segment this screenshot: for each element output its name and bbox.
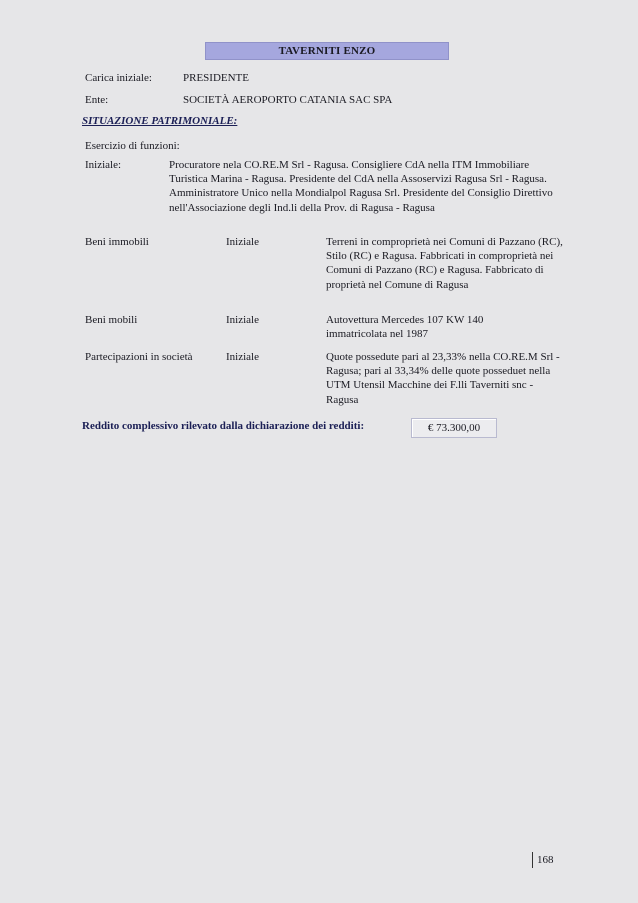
partecipazioni-category: Partecipazioni in società — [85, 351, 193, 363]
beni-immobili-category: Beni immobili — [85, 236, 149, 248]
esercizio-label: Esercizio di funzioni: — [85, 140, 180, 152]
reddito-amount-box: € 73.300,00 — [411, 418, 497, 438]
person-name-header: TAVERNITI ENZO — [205, 42, 449, 60]
iniziale-label: Iniziale: — [85, 159, 122, 171]
reddito-label: Reddito complessivo rilevato dalla dichiarazione dei redditi: — [82, 420, 365, 432]
ente-label: Ente: — [85, 94, 109, 106]
beni-mobili-status: Iniziale — [226, 314, 259, 326]
page-number: 168 — [532, 852, 554, 868]
ente-value: SOCIETÀ AEROPORTO CATANIA SAC SPA — [183, 94, 393, 106]
situazione-heading: SITUAZIONE PATRIMONIALE: — [82, 115, 238, 127]
partecipazioni-status: Iniziale — [226, 351, 259, 363]
beni-mobili-description: Autovettura Mercedes 107 KW 140 immatricolata nel 1987 — [326, 314, 484, 341]
beni-immobili-status: Iniziale — [226, 236, 259, 248]
iniziale-text: Procuratore nela CO.RE.M Srl - Ragusa. Consigliere CdA nella ITM Immobiliare Turistica Marina - Ragusa. Presidente del CdA nella Assoservizi Ragusa Srl - Ragusa. Amministratore Unico nella Mondialpol Ragusa Srl. Presidente del Consiglio Direttivo nell'Associazione degli Ind.li della Prov. di Ragusa - Ragusa — [169, 159, 553, 214]
beni-mobili-category: Beni mobili — [85, 314, 138, 326]
beni-immobili-description: Terreni in comproprietà nei Comuni di Pazzano (RC), Stilo (RC) e Ragusa. Fabbricati in comproprietà nei Comuni di Pazzano (RC) e Ragusa. Fabbricato di proprietà nel Comune di Ragusa — [326, 236, 563, 291]
carica-label: Carica iniziale: — [85, 72, 152, 84]
partecipazioni-description: Quote possedute pari al 23,33% nella CO.RE.M Srl - Ragusa; pari al 33,34% delle quote posseduet nella UTM Utensil Macchine dei F.lli Taverniti snc - Ragusa — [326, 351, 560, 406]
carica-value: PRESIDENTE — [183, 72, 249, 84]
